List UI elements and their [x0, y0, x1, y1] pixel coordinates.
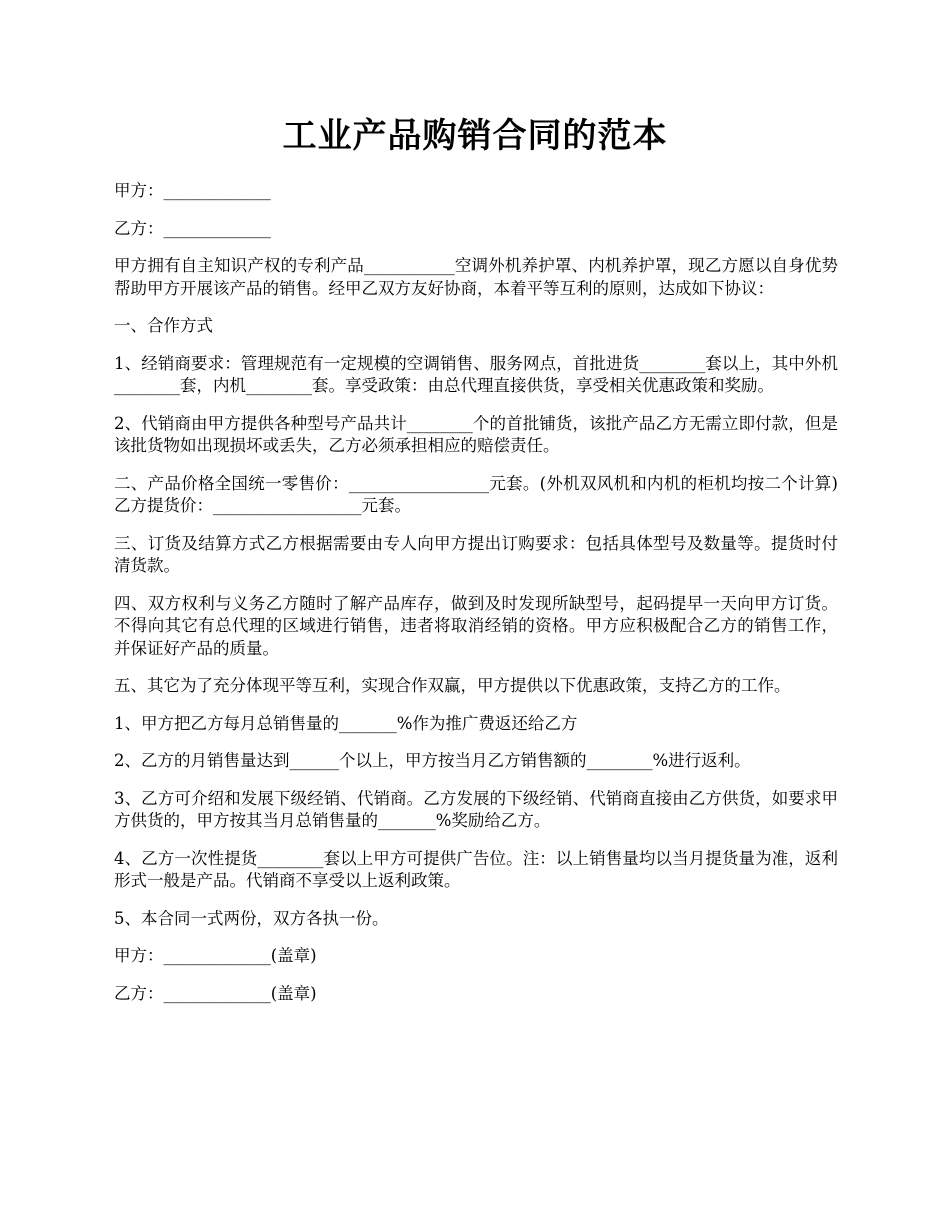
policy-item-2: 2、乙方的月销售量达到______个以上，甲方按当月乙方销售额的________%进行返利。: [114, 751, 751, 770]
section-other-policies: 五、其它为了充分体现平等互利，实现合作双赢，甲方提供以下优惠政策，支持乙方的工作。: [114, 676, 791, 695]
preamble-paragraph: 甲方拥有自主知识产权的专利产品___________空调外机养护罩、内机养护罩，现乙方愿以自身优势帮助甲方开展该产品的销售。经甲乙双方友好协商，本着平等互利的原则，达成如下协议：: [114, 256, 838, 298]
document-body: [114, 180, 838, 1020]
document-title: 工业产品购销合同的范本: [282, 116, 668, 156]
section-rights-obligations: 四、双方权利与义务乙方随时了解产品库存，做到及时发现所缺型号，起码提早一天向甲方订货。不得向其它有总代理的区域进行销售，违者将取消经销的资格。甲方应积极配合乙方的销售工作，并保证好产品的质量。: [114, 593, 838, 658]
party-a-line: 甲方：_____________: [114, 181, 271, 200]
policy-item-4: 4、乙方一次性提货________套以上甲方可提供广告位。注：以上销售量均以当月提货量为准，返利形式一般是产品。代销商不享受以上返利政策。: [114, 848, 838, 890]
signature-party-b: 乙方：_____________(盖章): [114, 983, 317, 1003]
clause-dealer-requirements: 1、经销商要求：管理规范有一定规模的空调销售、服务网点，首批进货________套以上，其中外机________套，内机________套。享受政策：由总代理直接供货，享受相关优惠政策和奖励。: [114, 353, 838, 395]
section-ordering-settlement: 三、订货及结算方式乙方根据需要由专人向甲方提出订购要求：包括具体型号及数量等。提货时付清货款。: [114, 533, 838, 575]
signature-party-a: 甲方：_____________(盖章): [114, 946, 317, 965]
section-pricing: 二、产品价格全国统一零售价：_________________元套。(外机双风机和内机的柜机均按二个计算)乙方提货价：__________________元套。: [114, 473, 838, 515]
policy-item-1: 1、甲方把乙方每月总销售量的_______%作为推广费返还给乙方: [114, 713, 578, 733]
section-heading-cooperation: 一、合作方式: [114, 316, 213, 335]
policy-item-5: 5、本合同一式两份，双方各执一份。: [114, 908, 389, 928]
clause-consignment: 2、代销商由甲方提供各种型号产品共计________个的首批铺货，该批产品乙方无需立即付款，但是该批货物如出现损坏或丢失，乙方必须承担相应的赔偿责任。: [114, 413, 838, 455]
policy-item-3: 3、乙方可介绍和发展下级经销、代销商。乙方发展的下级经销、代销商直接由乙方供货，如要求甲方供货的，甲方按其当月总销售量的_______%奖励给乙方。: [114, 788, 838, 830]
party-b-line: 乙方：_____________: [114, 218, 271, 238]
